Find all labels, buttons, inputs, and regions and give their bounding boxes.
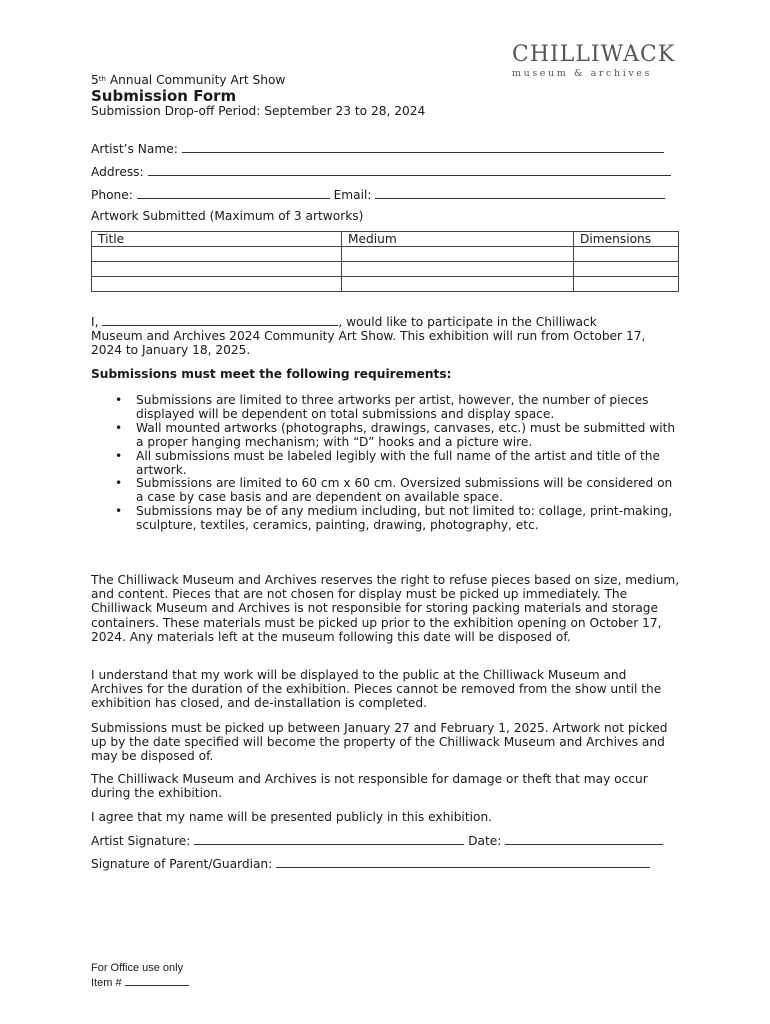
address-field[interactable] — [148, 164, 671, 176]
list-item: • Wall mounted artworks (photographs, drawings, canvases, etc.) must be submitted with a proper hanging mechanism; with “D” hooks and a picture wire. — [113, 422, 683, 450]
table-row — [92, 262, 679, 277]
office-item-row — [91, 975, 189, 990]
phone-field[interactable] — [137, 187, 330, 199]
table-header-row — [92, 232, 679, 247]
artwork-table — [91, 231, 679, 292]
page-title: Submission Form — [91, 87, 237, 105]
guardian-signature-field[interactable] — [276, 856, 650, 868]
dimensions-cell[interactable] — [574, 262, 679, 277]
email-field[interactable] — [375, 187, 665, 199]
intro-prefix: I, — [91, 315, 99, 329]
artwork-heading: Artwork Submitted (Maximum of 3 artworks) — [91, 209, 364, 223]
requirements-heading: Submissions must meet the following requirements: — [91, 367, 452, 381]
museum-logo — [512, 44, 677, 79]
office-use-label: For Office use only — [91, 962, 184, 974]
show-name: Annual Community Art Show — [109, 73, 286, 87]
artist-signature-label: Artist Signature: — [91, 834, 191, 848]
artist-name-field[interactable] — [182, 141, 664, 153]
date-field[interactable] — [505, 833, 663, 845]
medium-cell[interactable] — [342, 262, 574, 277]
guardian-signature-row — [91, 856, 650, 871]
dropoff-period: Submission Drop-off Period: September 23 to 28, 2024 — [91, 104, 426, 118]
address-label: Address: — [91, 165, 144, 179]
phone-email-row — [91, 187, 665, 202]
medium-cell[interactable] — [342, 277, 574, 292]
column-title: Title — [92, 232, 342, 247]
title-cell[interactable] — [92, 247, 342, 262]
agree-statement: I agree that my name will be presented publicly in this exhibition. — [91, 810, 493, 824]
artist-name-label: Artist’s Name: — [91, 142, 178, 156]
list-item: • All submissions must be labeled legibly with the full name of the artist and title of the artwork. — [113, 450, 683, 478]
damage-paragraph: The Chilliwack Museum and Archives is not responsible for damage or theft that may occur during the exhibition. — [91, 772, 648, 801]
logo-wordmark: CHILLIWACK — [512, 42, 676, 67]
table-row — [92, 277, 679, 292]
phone-label: Phone: — [91, 188, 133, 202]
list-item: • Submissions are limited to three artworks per artist, however, the number of pieces displayed will be dependent on total submissions and display space. — [113, 394, 683, 422]
title-cell[interactable] — [92, 262, 342, 277]
artist-signature-field[interactable] — [194, 833, 464, 845]
title-cell[interactable] — [92, 277, 342, 292]
item-number-field[interactable] — [125, 975, 189, 986]
medium-cell[interactable] — [342, 247, 574, 262]
column-medium: Medium — [342, 232, 574, 247]
intro-text: , would like to participate in the Chilliwack Museum and Archives 2024 Community Art Show. This exhibition will run from October 17, 2024 to January 18, 2025. — [91, 315, 646, 358]
rights-paragraph: The Chilliwack Museum and Archives reserves the right to refuse pieces based on size, medium, and content. Pieces that are not chosen for display must be picked up immediately. The Chilliwack Museum and Archives is not responsible for storing packing materials and storage containers. These materials must be picked up prior to the exhibition opening on October 17, 2024. Any materials left at the museum following this date will be disposed of. — [91, 573, 680, 644]
logo-tagline: museum & archives — [512, 68, 652, 79]
show-title — [91, 73, 285, 87]
participation-statement — [91, 314, 651, 358]
artist-signature-row — [91, 833, 663, 848]
pickup-paragraph: Submissions must be picked up between January 27 and February 1, 2025. Artwork not picked up by the date specified will become the property of the Chilliwack Museum and Archives and may be disposed of. — [91, 721, 668, 764]
dimensions-cell[interactable] — [574, 277, 679, 292]
list-item: • Submissions are limited to 60 cm x 60 cm. Oversized submissions will be considered on a case by case basis and are dependent on available space. — [113, 477, 683, 505]
email-label: Email: — [333, 188, 372, 202]
dimensions-cell[interactable] — [574, 247, 679, 262]
column-dimensions: Dimensions — [574, 232, 679, 247]
date-label: Date: — [468, 834, 502, 848]
ordinal-suffix: th — [98, 75, 106, 83]
address-row — [91, 164, 671, 179]
requirements-list — [113, 394, 683, 533]
guardian-signature-label: Signature of Parent/Guardian: — [91, 857, 273, 871]
item-number-label: Item # — [91, 977, 122, 989]
table-row — [92, 247, 679, 262]
artist-name-row — [91, 141, 664, 156]
understanding-paragraph: I understand that my work will be displayed to the public at the Chilliwack Museum and Archives for the duration of the exhibition. Pieces cannot be removed from the show until the exhibition has closed, and de-installation is completed. — [91, 668, 662, 711]
ordinal-number: 5 — [91, 73, 99, 87]
participant-name-field[interactable] — [102, 314, 338, 326]
list-item: • Submissions may be of any medium including, but not limited to: collage, print-making, sculpture, textiles, ceramics, painting, drawing, photography, etc. — [113, 505, 683, 533]
